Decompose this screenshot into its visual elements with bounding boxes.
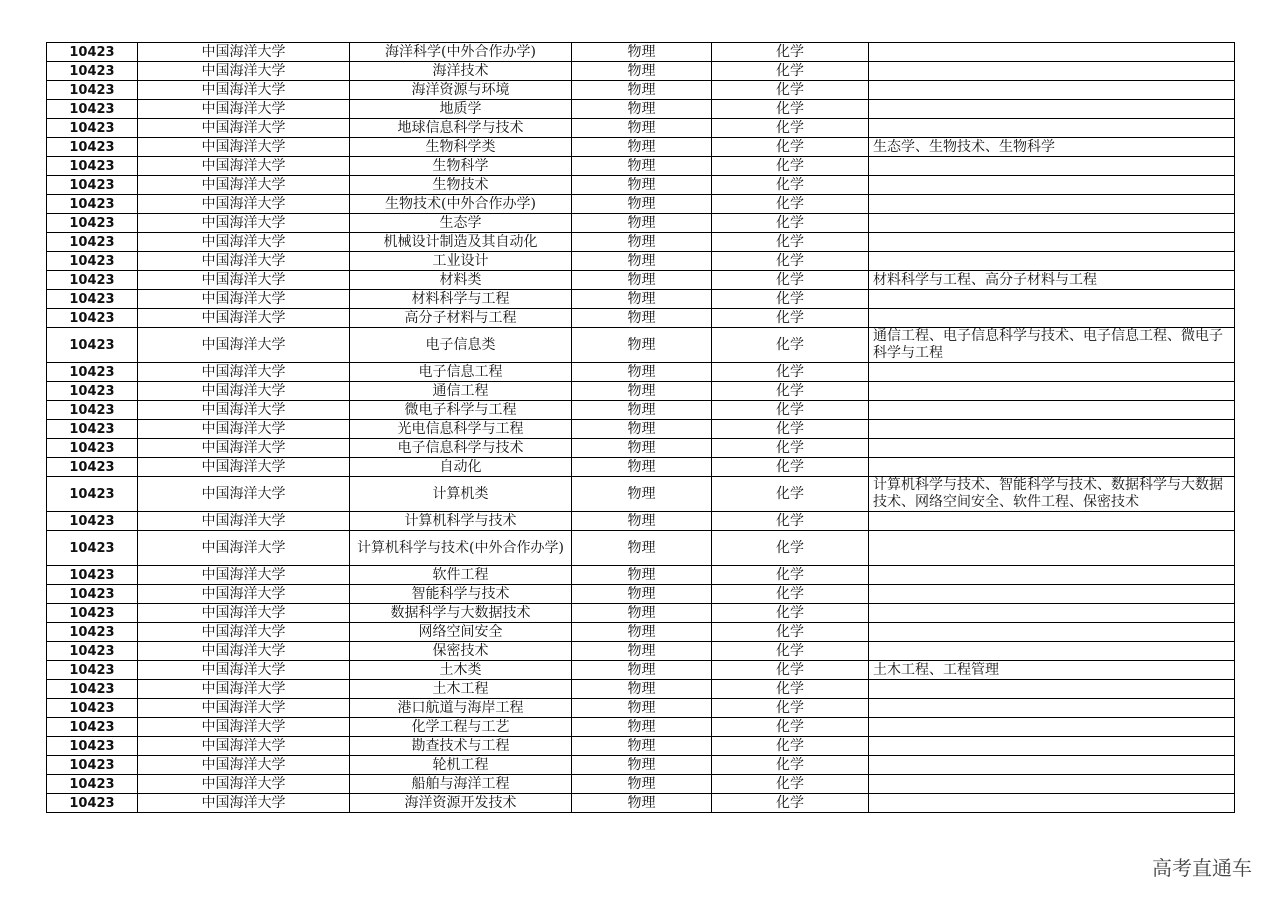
cell-required-subject-1: 物理 [572,81,712,100]
cell-school-code: 10423 [47,794,138,813]
cell-school-code: 10423 [47,420,138,439]
table-row [47,420,1235,439]
cell-required-subject-2: 化学 [712,756,869,775]
cell-required-subject-1: 物理 [572,680,712,699]
cell-major: 轮机工程 [350,756,572,775]
cell-required-subject-1: 物理 [572,794,712,813]
table-row [47,512,1235,531]
cell-major: 化学工程与工艺 [350,718,572,737]
cell-school-name: 中国海洋大学 [138,775,350,794]
cell-required-subject-1: 物理 [572,214,712,233]
cell-required-subject-2: 化学 [712,271,869,290]
cell-major: 微电子科学与工程 [350,401,572,420]
table-row [47,271,1235,290]
cell-major: 土木类 [350,661,572,680]
cell-school-code: 10423 [47,81,138,100]
table-row [47,642,1235,661]
cell-required-subject-1: 物理 [572,119,712,138]
table-row [47,699,1235,718]
cell-major: 地球信息科学与技术 [350,119,572,138]
cell-school-name: 中国海洋大学 [138,157,350,176]
cell-major: 自动化 [350,458,572,477]
cell-school-name: 中国海洋大学 [138,566,350,585]
table-row [47,458,1235,477]
cell-major: 电子信息工程 [350,363,572,382]
cell-required-subject-1: 物理 [572,195,712,214]
cell-school-name: 中国海洋大学 [138,623,350,642]
table-row [47,81,1235,100]
cell-school-code: 10423 [47,458,138,477]
cell-required-subject-2: 化学 [712,214,869,233]
cell-required-subject-1: 物理 [572,290,712,309]
cell-school-name: 中国海洋大学 [138,531,350,566]
cell-school-name: 中国海洋大学 [138,756,350,775]
cell-required-subject-2: 化学 [712,176,869,195]
cell-required-subject-2: 化学 [712,81,869,100]
table-row [47,531,1235,566]
cell-school-name: 中国海洋大学 [138,737,350,756]
cell-major: 勘查技术与工程 [350,737,572,756]
cell-included-majors [869,233,1235,252]
cell-school-code: 10423 [47,604,138,623]
cell-school-code: 10423 [47,328,138,363]
cell-major: 软件工程 [350,566,572,585]
cell-school-code: 10423 [47,119,138,138]
table-row [47,157,1235,176]
cell-school-code: 10423 [47,623,138,642]
cell-required-subject-2: 化学 [712,642,869,661]
cell-major: 海洋科学(中外合作办学) [350,43,572,62]
cell-school-code: 10423 [47,271,138,290]
cell-school-name: 中国海洋大学 [138,718,350,737]
cell-school-code: 10423 [47,477,138,512]
cell-school-name: 中国海洋大学 [138,309,350,328]
cell-required-subject-2: 化学 [712,531,869,566]
cell-school-name: 中国海洋大学 [138,661,350,680]
table-row [47,233,1235,252]
cell-included-majors [869,214,1235,233]
cell-required-subject-1: 物理 [572,138,712,157]
cell-included-majors [869,290,1235,309]
table-row [47,477,1235,512]
table-row [47,119,1235,138]
cell-required-subject-2: 化学 [712,43,869,62]
table-row [47,604,1235,623]
cell-included-majors [869,439,1235,458]
cell-school-name: 中国海洋大学 [138,363,350,382]
cell-school-name: 中国海洋大学 [138,119,350,138]
cell-required-subject-2: 化学 [712,439,869,458]
cell-included-majors [869,566,1235,585]
cell-required-subject-2: 化学 [712,100,869,119]
cell-major: 电子信息类 [350,328,572,363]
table-row [47,718,1235,737]
cell-required-subject-2: 化学 [712,119,869,138]
cell-school-code: 10423 [47,531,138,566]
cell-school-name: 中国海洋大学 [138,195,350,214]
cell-major: 机械设计制造及其自动化 [350,233,572,252]
cell-required-subject-2: 化学 [712,718,869,737]
cell-required-subject-2: 化学 [712,401,869,420]
cell-required-subject-1: 物理 [572,43,712,62]
cell-major: 网络空间安全 [350,623,572,642]
cell-major: 光电信息科学与工程 [350,420,572,439]
major-requirements-table [46,42,1235,813]
cell-required-subject-1: 物理 [572,604,712,623]
cell-included-majors [869,458,1235,477]
table-row [47,214,1235,233]
cell-required-subject-1: 物理 [572,477,712,512]
table-row [47,680,1235,699]
table-row [47,585,1235,604]
cell-required-subject-1: 物理 [572,309,712,328]
cell-included-majors [869,775,1235,794]
table-row [47,756,1235,775]
cell-school-code: 10423 [47,382,138,401]
cell-required-subject-2: 化学 [712,794,869,813]
cell-school-name: 中国海洋大学 [138,271,350,290]
cell-required-subject-2: 化学 [712,477,869,512]
cell-school-code: 10423 [47,756,138,775]
cell-included-majors [869,512,1235,531]
cell-required-subject-2: 化学 [712,623,869,642]
cell-school-name: 中国海洋大学 [138,477,350,512]
table-row [47,100,1235,119]
table-row [47,775,1235,794]
cell-included-majors: 通信工程、电子信息科学与技术、电子信息工程、微电子科学与工程 [869,328,1235,363]
cell-major: 海洋技术 [350,62,572,81]
table-row [47,195,1235,214]
cell-school-code: 10423 [47,157,138,176]
cell-required-subject-2: 化学 [712,363,869,382]
cell-school-name: 中国海洋大学 [138,794,350,813]
cell-required-subject-1: 物理 [572,252,712,271]
cell-school-code: 10423 [47,363,138,382]
cell-included-majors [869,718,1235,737]
cell-school-name: 中国海洋大学 [138,401,350,420]
cell-required-subject-2: 化学 [712,195,869,214]
cell-included-majors: 土木工程、工程管理 [869,661,1235,680]
cell-required-subject-1: 物理 [572,699,712,718]
cell-included-majors [869,119,1235,138]
cell-major: 材料科学与工程 [350,290,572,309]
cell-school-code: 10423 [47,661,138,680]
cell-included-majors [869,176,1235,195]
cell-major: 智能科学与技术 [350,585,572,604]
cell-required-subject-1: 物理 [572,420,712,439]
cell-included-majors: 材料科学与工程、高分子材料与工程 [869,271,1235,290]
cell-required-subject-1: 物理 [572,718,712,737]
cell-school-code: 10423 [47,566,138,585]
table-row [47,43,1235,62]
cell-school-code: 10423 [47,512,138,531]
cell-required-subject-1: 物理 [572,661,712,680]
cell-school-name: 中国海洋大学 [138,382,350,401]
cell-required-subject-1: 物理 [572,512,712,531]
table-row [47,566,1235,585]
cell-required-subject-2: 化学 [712,604,869,623]
table-row [47,138,1235,157]
cell-required-subject-2: 化学 [712,382,869,401]
cell-major: 高分子材料与工程 [350,309,572,328]
table-row [47,382,1235,401]
cell-major: 材料类 [350,271,572,290]
cell-included-majors [869,62,1235,81]
cell-included-majors [869,43,1235,62]
cell-included-majors [869,642,1235,661]
cell-included-majors [869,604,1235,623]
cell-required-subject-1: 物理 [572,737,712,756]
table-row [47,290,1235,309]
cell-major: 海洋资源开发技术 [350,794,572,813]
cell-school-code: 10423 [47,585,138,604]
cell-school-name: 中国海洋大学 [138,138,350,157]
cell-major: 生物技术 [350,176,572,195]
cell-required-subject-1: 物理 [572,271,712,290]
cell-school-name: 中国海洋大学 [138,290,350,309]
cell-school-name: 中国海洋大学 [138,604,350,623]
cell-school-code: 10423 [47,62,138,81]
table-row [47,363,1235,382]
cell-included-majors [869,699,1235,718]
cell-school-code: 10423 [47,775,138,794]
cell-major: 通信工程 [350,382,572,401]
cell-school-name: 中国海洋大学 [138,214,350,233]
cell-required-subject-1: 物理 [572,585,712,604]
cell-included-majors [869,756,1235,775]
cell-school-code: 10423 [47,718,138,737]
cell-school-code: 10423 [47,100,138,119]
cell-included-majors [869,737,1235,756]
cell-required-subject-2: 化学 [712,737,869,756]
cell-included-majors: 计算机科学与技术、智能科学与技术、数据科学与大数据技术、网络空间安全、软件工程、保密技术 [869,477,1235,512]
table-row [47,623,1235,642]
cell-required-subject-2: 化学 [712,233,869,252]
cell-included-majors [869,252,1235,271]
cell-school-name: 中国海洋大学 [138,458,350,477]
cell-major: 地质学 [350,100,572,119]
cell-required-subject-1: 物理 [572,775,712,794]
cell-school-code: 10423 [47,309,138,328]
cell-required-subject-1: 物理 [572,401,712,420]
cell-school-name: 中国海洋大学 [138,642,350,661]
cell-included-majors [869,309,1235,328]
cell-required-subject-1: 物理 [572,233,712,252]
cell-required-subject-1: 物理 [572,382,712,401]
cell-school-name: 中国海洋大学 [138,62,350,81]
cell-included-majors [869,680,1235,699]
cell-required-subject-2: 化学 [712,566,869,585]
cell-included-majors [869,157,1235,176]
cell-school-name: 中国海洋大学 [138,252,350,271]
cell-school-name: 中国海洋大学 [138,100,350,119]
cell-required-subject-2: 化学 [712,775,869,794]
cell-included-majors [869,401,1235,420]
cell-required-subject-2: 化学 [712,699,869,718]
cell-school-name: 中国海洋大学 [138,699,350,718]
cell-required-subject-2: 化学 [712,138,869,157]
cell-required-subject-2: 化学 [712,661,869,680]
cell-major: 海洋资源与环境 [350,81,572,100]
cell-required-subject-2: 化学 [712,157,869,176]
cell-required-subject-2: 化学 [712,309,869,328]
cell-included-majors [869,420,1235,439]
cell-included-majors [869,794,1235,813]
cell-required-subject-2: 化学 [712,252,869,271]
cell-school-name: 中国海洋大学 [138,420,350,439]
cell-required-subject-2: 化学 [712,290,869,309]
cell-required-subject-1: 物理 [572,363,712,382]
cell-required-subject-1: 物理 [572,642,712,661]
cell-required-subject-1: 物理 [572,531,712,566]
cell-included-majors: 生态学、生物技术、生物科学 [869,138,1235,157]
table-row [47,176,1235,195]
cell-required-subject-1: 物理 [572,157,712,176]
cell-required-subject-1: 物理 [572,328,712,363]
table-row [47,328,1235,363]
table-row [47,401,1235,420]
cell-required-subject-1: 物理 [572,623,712,642]
cell-school-code: 10423 [47,290,138,309]
cell-required-subject-2: 化学 [712,458,869,477]
cell-school-code: 10423 [47,233,138,252]
cell-required-subject-1: 物理 [572,100,712,119]
cell-required-subject-2: 化学 [712,328,869,363]
cell-major: 港口航道与海岸工程 [350,699,572,718]
cell-included-majors [869,382,1235,401]
cell-major: 生态学 [350,214,572,233]
cell-major: 生物科学类 [350,138,572,157]
table-row [47,309,1235,328]
cell-included-majors [869,531,1235,566]
cell-school-code: 10423 [47,43,138,62]
cell-major: 计算机类 [350,477,572,512]
cell-school-code: 10423 [47,138,138,157]
cell-major: 生物技术(中外合作办学) [350,195,572,214]
cell-required-subject-1: 物理 [572,458,712,477]
cell-required-subject-1: 物理 [572,439,712,458]
cell-required-subject-1: 物理 [572,176,712,195]
table-row [47,252,1235,271]
cell-required-subject-1: 物理 [572,566,712,585]
cell-required-subject-1: 物理 [572,62,712,81]
cell-school-code: 10423 [47,214,138,233]
cell-included-majors [869,585,1235,604]
cell-school-name: 中国海洋大学 [138,43,350,62]
table-row [47,794,1235,813]
cell-required-subject-1: 物理 [572,756,712,775]
table-row [47,737,1235,756]
cell-school-code: 10423 [47,176,138,195]
cell-major: 计算机科学与技术(中外合作办学) [350,531,572,566]
cell-included-majors [869,363,1235,382]
cell-school-name: 中国海洋大学 [138,439,350,458]
cell-school-name: 中国海洋大学 [138,81,350,100]
table-row [47,439,1235,458]
cell-school-code: 10423 [47,195,138,214]
cell-major: 计算机科学与技术 [350,512,572,531]
cell-required-subject-2: 化学 [712,512,869,531]
cell-school-code: 10423 [47,699,138,718]
cell-required-subject-2: 化学 [712,680,869,699]
cell-required-subject-2: 化学 [712,62,869,81]
cell-major: 电子信息科学与技术 [350,439,572,458]
watermark-text: 高考直通车 [1152,856,1252,880]
cell-school-name: 中国海洋大学 [138,680,350,699]
cell-school-code: 10423 [47,737,138,756]
cell-school-name: 中国海洋大学 [138,512,350,531]
table-row [47,661,1235,680]
cell-major: 土木工程 [350,680,572,699]
cell-major: 数据科学与大数据技术 [350,604,572,623]
cell-included-majors [869,623,1235,642]
cell-school-code: 10423 [47,680,138,699]
cell-school-name: 中国海洋大学 [138,176,350,195]
cell-school-code: 10423 [47,401,138,420]
cell-major: 工业设计 [350,252,572,271]
cell-included-majors [869,81,1235,100]
cell-major: 保密技术 [350,642,572,661]
cell-major: 生物科学 [350,157,572,176]
cell-major: 船舶与海洋工程 [350,775,572,794]
table-body [47,43,1235,813]
cell-school-name: 中国海洋大学 [138,233,350,252]
cell-school-code: 10423 [47,642,138,661]
cell-required-subject-2: 化学 [712,585,869,604]
cell-school-name: 中国海洋大学 [138,585,350,604]
cell-school-code: 10423 [47,439,138,458]
cell-school-name: 中国海洋大学 [138,328,350,363]
cell-included-majors [869,100,1235,119]
cell-required-subject-2: 化学 [712,420,869,439]
cell-included-majors [869,195,1235,214]
table-row [47,62,1235,81]
cell-school-code: 10423 [47,252,138,271]
